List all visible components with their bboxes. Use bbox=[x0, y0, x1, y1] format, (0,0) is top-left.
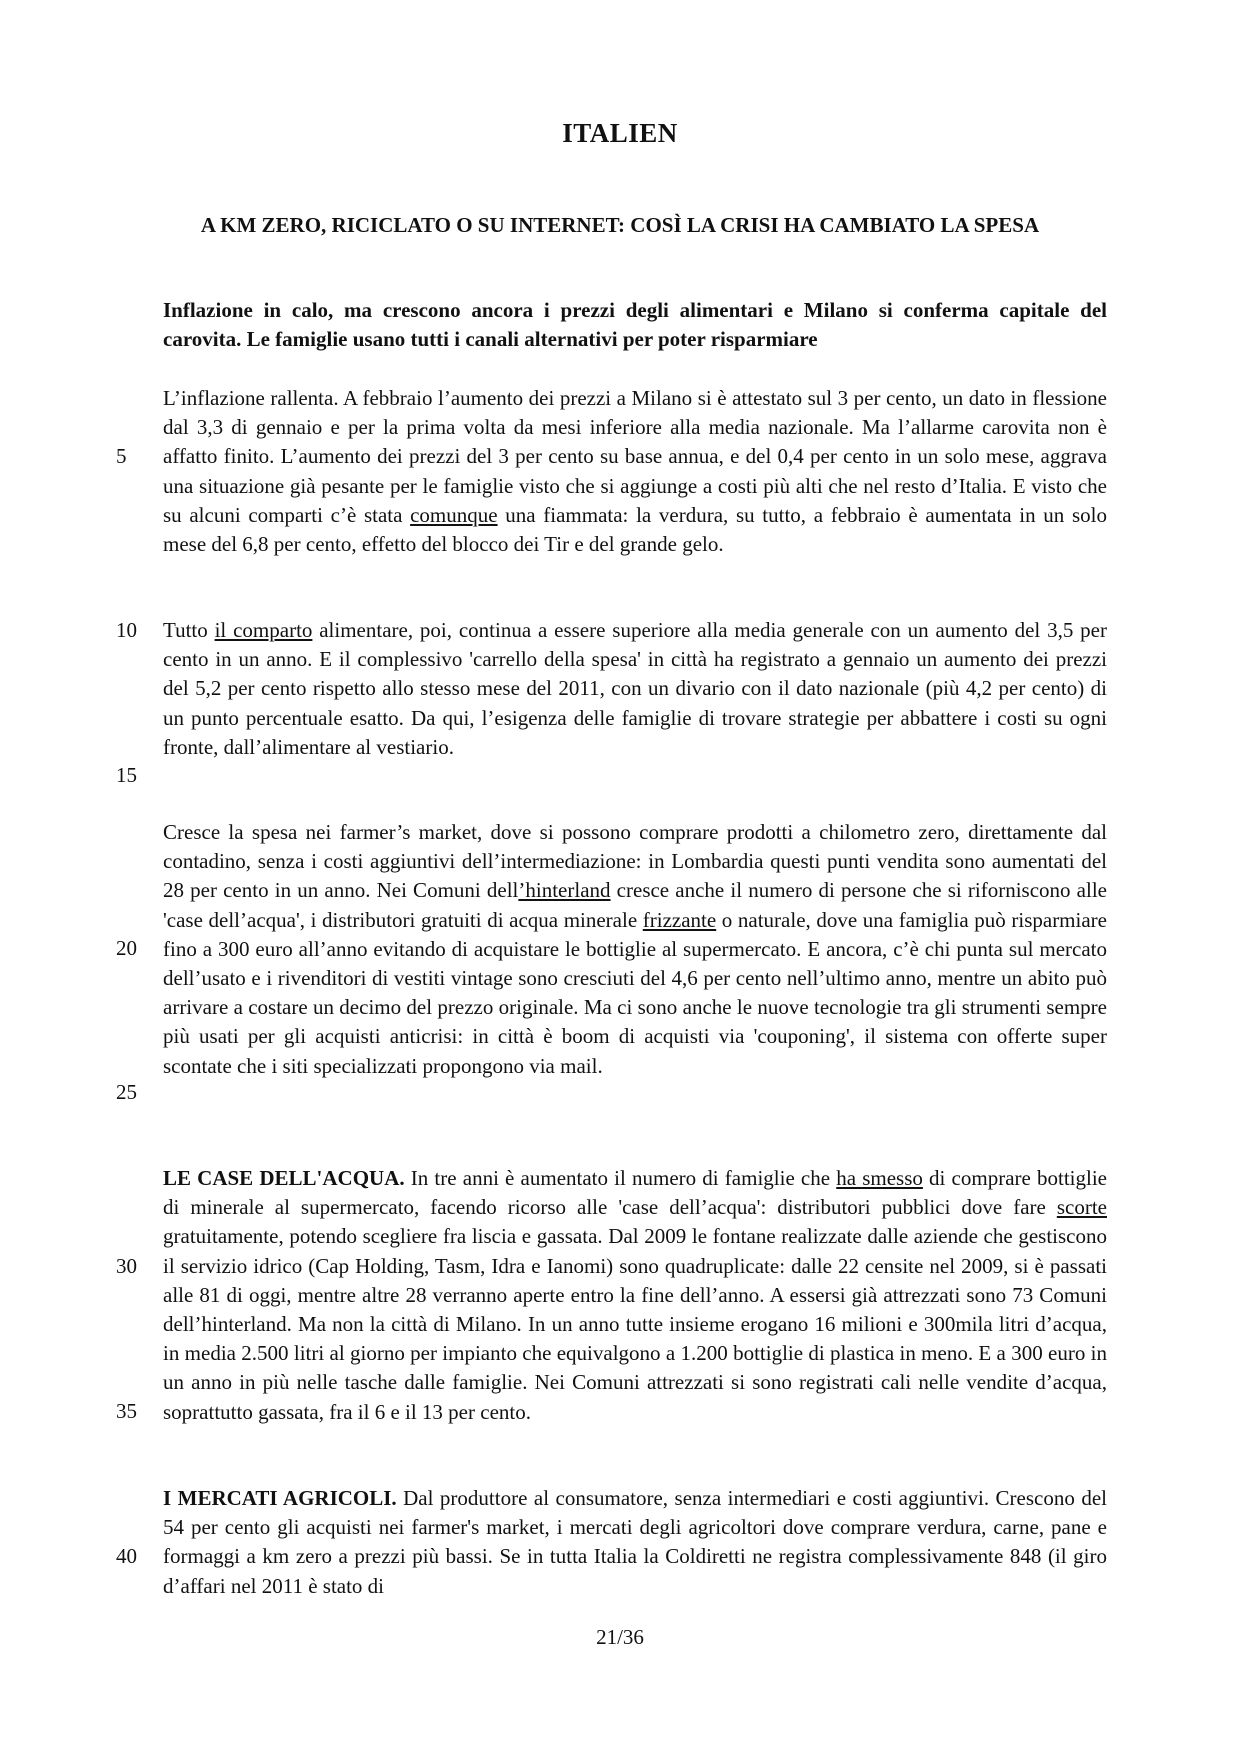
paragraph-2: Tutto il comparto alimentare, poi, continua a essere superiore alla media generale con un aumento del 3,5 per cento in un anno. E il complessivo 'carrello della spesa' in città ha registrato a gennaio un aumento dei prezzi del 5,2 per cento rispetto allo stesso mese del 2011, con un divario con il dato nazionale (più 4,2 per cento) di un punto percentuale esatto. Da qui, l’esigenza delle famiglie di trovare strategie per abbattere i costi su ogni fronte, dall’alimentare al vestiario. bbox=[163, 618, 1107, 759]
section-lead: I MERCATI AGRICOLI. bbox=[163, 1486, 397, 1510]
section-lead: LE CASE DELL'ACQUA. bbox=[163, 1166, 405, 1190]
line-number: 5 bbox=[116, 444, 127, 468]
line-number: 20 bbox=[116, 936, 137, 960]
page-number: 21/36 bbox=[596, 1625, 644, 1649]
underlined-word: comunque bbox=[410, 502, 498, 527]
line-number: 35 bbox=[116, 1399, 137, 1423]
line-number: 30 bbox=[116, 1254, 137, 1278]
line-number: 10 bbox=[116, 618, 137, 642]
line-number: 25 bbox=[116, 1080, 137, 1104]
underlined-word: frizzante bbox=[642, 907, 717, 932]
article-headline: A KM ZERO, RICICLATO O SU INTERNET: COSÌ LA CRISI HA CAMBIATO LA SPESA bbox=[200, 213, 1040, 237]
paragraph-5: I MERCATI AGRICOLI. Dal produttore al consumatore, senza intermediari e costi aggiuntivi. Crescono del 54 per cento gli acquisti nei farmer's market, i mercati degli agricoltori dove comprare verdura, carne, pane e formaggi a km zero a prezzi più bassi. Se in tutta Italia la Coldiretti ne registra complessivamente 848 (il giro d’affari nel 2011 è stato di bbox=[163, 1486, 1107, 1598]
paragraph-3: Cresce la spesa nei farmer’s market, dove si possono comprare prodotti a chilometro zero, direttamente dal contadino, senza i costi aggiuntivi dell’intermediazione: in Lombardia questi punti vendita sono aumentati del 28 per cento in un anno. Nei Comuni dell’hinterland cresce anche il numero di persone che si riforniscono alle 'case dell’acqua', i distributori gratuiti di acqua minerale frizzante o naturale, dove una famiglia può risparmiare fino a 300 euro all’anno evitando di acquistare le bottiglie al supermercato. E ancora, c’è chi punta sul mercato dell’usato e i rivenditori di vestiti vintage sono cresciuti del 4,6 per cento nell’ultimo anno, mentre un abito può arrivare a costare un decimo del prezzo originale. Ma ci sono anche le nuove tecnologie tra gli strumenti sempre più usati per gli acquisti anticrisi: in città è boom di acquisti via 'couponing', il sistema con offerte super scontate che i siti specializzati propongono via mail. bbox=[163, 820, 1107, 1078]
underlined-word: il comparto bbox=[214, 618, 313, 642]
line-number: 15 bbox=[116, 763, 137, 787]
line-number: 40 bbox=[116, 1544, 137, 1568]
paragraph-1: L’inflazione rallenta. A febbraio l’aumento dei prezzi a Milano si è attestato sul 3 per cento, un dato in flessione dal 3,3 di gennaio e per la prima volta da mesi inferiore alla media nazionale. Ma l’allarme carovita non è affatto finito. L’aumento dei prezzi del 3 per cento su base annua, e del 0,4 per cento in un solo mese, aggrava una situazione già pesante per le famiglie visto che si aggiunge a costi più alti che nel resto d’Italia. E visto che su alcuni comparti c’è stata comunque una fiammata: la verdura, su tutto, a febbraio è aumentata in un solo mese del 6,8 per cento, effetto del blocco dei Tir e del grande gelo. bbox=[163, 386, 1107, 557]
article-subheadline: Inflazione in calo, ma crescono ancora i prezzi degli alimentari e Milano si conferma capitale del carovita. Le famiglie usano tutti i canali alternativi per poter risparmiare bbox=[163, 298, 1107, 351]
page-title: ITALIEN bbox=[562, 118, 678, 148]
underlined-word: ’hinterland bbox=[518, 878, 611, 903]
underlined-word: scorte bbox=[1056, 1195, 1107, 1220]
paragraph-4: LE CASE DELL'ACQUA. In tre anni è aumentato il numero di famiglie che ha smesso di comprare bottiglie di minerale al supermercato, facendo ricorso alle 'case dell’acqua': distributori pubblici dove fare scorte gratuitamente, potendo scegliere fra liscia e gassata. Dal 2009 le fontane realizzate dalle aziende che gestiscono il servizio idrico (Cap Holding, Tasm, Idra e Ianomi) sono quadruplicate: dalle 22 censite nel 2009, si è passati alle 81 di oggi, mentre altre 28 verranno aperte entro la fine dell’anno. A essersi già attrezzati sono 73 Comuni dell’hinterland. Ma non la città di Milano. In un anno tutte insieme erogano 16 milioni e 300mila litri d’acqua, in media 2.500 litri al giorno per impianto che equivalgono a 1.200 bottiglie di plastica in meno. E a 300 euro in un anno in più nelle tasche dalle famiglie. Nei Comuni attrezzati si sono registrati cali nelle vendite d’acqua, soprattutto gassata, fra il 6 e il 13 per cento. bbox=[163, 1166, 1107, 1424]
underlined-word: ha smesso bbox=[836, 1166, 923, 1190]
